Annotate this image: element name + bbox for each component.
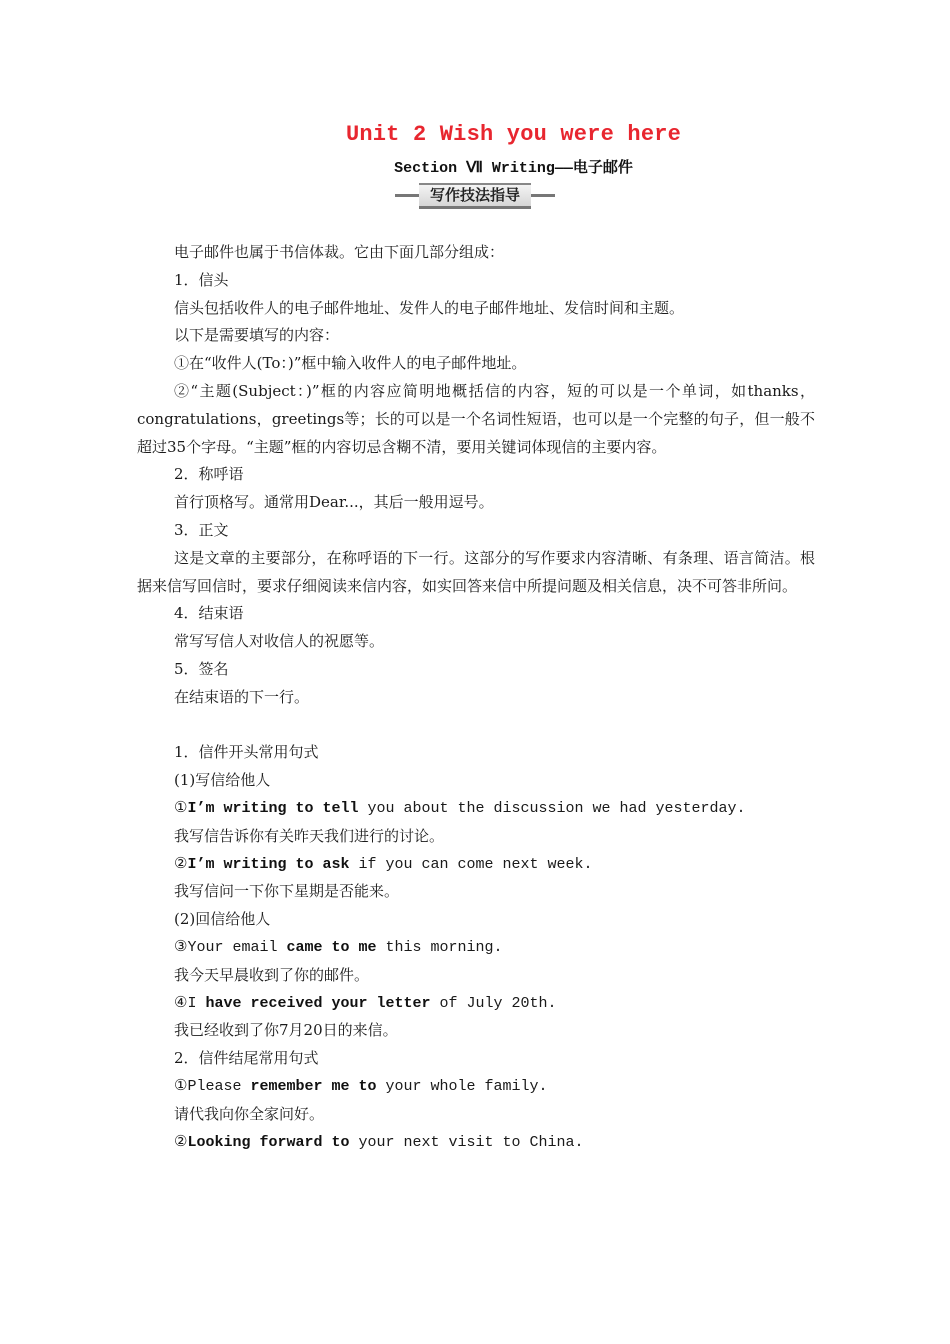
letterhead-text: 信头包括收件人的电子邮件地址、发件人的电子邮件地址、发信时间和主题。 [174, 298, 685, 317]
section-badge [395, 183, 555, 205]
sentence-translation: 请代我向你全家问好。 [174, 1104, 325, 1123]
sentence-rest: your whole family. [376, 1077, 548, 1095]
example-sentence [137, 851, 815, 879]
body-text: 这是文章的主要部分，在称呼语的下一行。这部分的写作要求内容清晰、有条理、语言简洁。根据来信写回信时，要求仔细阅读来信内容，如实回答来信中所提问题及相关信息，决不可答非所问。 [137, 548, 815, 595]
sentence-number: ③ [174, 938, 188, 956]
unit-title: Unit 2 Wish you were here [345, 122, 682, 147]
sentence-number: ② [174, 855, 188, 873]
example-sentence [137, 1073, 815, 1101]
sentence-translation: 我写信问一下你下星期是否能来。 [174, 882, 400, 901]
heading-closing: 4．结束语 [174, 604, 244, 623]
key-phrase: Looking forward to [187, 1133, 350, 1151]
example-sentence [137, 795, 815, 823]
sentence-rest: this morning. [376, 938, 503, 956]
letterhead-item-subject: ②“主题(Subject：)”框的内容应简明地概括信的内容，短的可以是一个单词，如thanks，congratulations，greetings等；长的可以是一个名词性短语，也可以是一个完整的句子，但一般不超过35个字母。“主题”框的内容切忌含糊不清，要用关键词体现信的主要内容。 [137, 381, 815, 456]
section-subtitle: Section Ⅶ Writing——电子邮件 [394, 160, 633, 177]
sentence-number: ① [174, 799, 188, 817]
heading-closing-phrases: 2．信件结尾常用句式 [174, 1049, 319, 1068]
letterhead-item-to: ①在“收件人(To：)”框中输入收件人的电子邮件地址。 [174, 354, 527, 373]
example-sentence [137, 1129, 815, 1157]
key-phrase: I’m writing to ask [187, 855, 350, 873]
key-phrase: remember me to [250, 1077, 377, 1095]
heading-opening-phrases: 1．信件开头常用句式 [174, 743, 319, 762]
sentence-number: ② [174, 1133, 188, 1151]
signature-text: 在结束语的下一行。 [174, 687, 310, 706]
badge-right-rule [531, 194, 555, 197]
subheading-replying: (2)回信给他人 [174, 910, 271, 929]
salutation-text: 首行顶格写。通常用Dear...，其后一般用逗号。 [174, 493, 494, 512]
sentence-translation: 我写信告诉你有关昨天我们进行的讨论。 [174, 826, 445, 845]
sentence-translation: 我今天早晨收到了你的邮件。 [174, 965, 370, 984]
sentence-rest: you about the discussion we had yesterday. [358, 799, 746, 817]
sentence-start: Your email [187, 938, 287, 956]
sentence-translation: 我已经收到了你7月20日的来信。 [174, 1021, 398, 1040]
heading-letterhead: 1．信头 [174, 270, 229, 289]
sentence-rest: if you can come next week. [349, 855, 593, 873]
closing-text: 常写写信人对收信人的祝愿等。 [174, 632, 385, 651]
sentence-number: ① [174, 1077, 188, 1095]
sentence-number: ④ [174, 994, 188, 1012]
key-phrase: have received your letter [205, 994, 431, 1012]
document-body [137, 239, 815, 1156]
sentence-rest: of July 20th. [430, 994, 557, 1012]
sentence-rest: your next visit to China. [349, 1133, 584, 1151]
sentence-start: Please [187, 1077, 251, 1095]
key-phrase: I’m writing to tell [187, 799, 359, 817]
key-phrase: came to me [286, 938, 377, 956]
heading-salutation: 2．称呼语 [174, 465, 244, 484]
badge-left-rule [395, 194, 419, 197]
subheading-writing-to-others: (1)写信给他人 [174, 771, 271, 790]
section-gap [137, 712, 815, 740]
sentence-start: I [187, 994, 206, 1012]
example-sentence [137, 990, 815, 1018]
letterhead-fill-note: 以下是需要填写的内容： [174, 326, 340, 345]
example-sentence [137, 934, 815, 962]
heading-body: 3．正文 [174, 520, 229, 539]
heading-signature: 5．签名 [174, 659, 229, 678]
badge-label: 写作技法指导 [419, 183, 531, 209]
intro-lead: 电子邮件也属于书信体裁。它由下面几部分组成： [174, 243, 505, 261]
